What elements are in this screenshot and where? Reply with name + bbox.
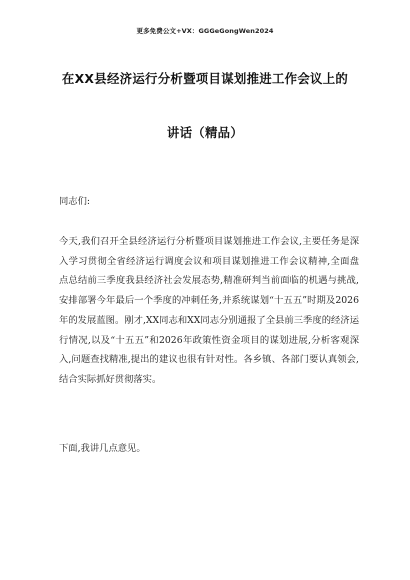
greeting: 同志们: xyxy=(59,196,91,207)
paragraph-2: 下面,我讲几点意见。 xyxy=(59,443,146,454)
header-note: 更多免费公文+VX：GGGeGongWen2024 xyxy=(136,27,274,35)
document-title-line-2: 讲话（精品） xyxy=(166,125,244,140)
paragraph-1: 今天,我们召开全县经济运行分析暨项目谋划推进工作会议,主要任务是深入学习贯彻全省经济运行调度会议和项目谋划推进工作会议精神,全面盘点总结前三季度我县经济社会发展态势,精准研判当前面临的机遇与挑战,安排部署今年最后一个季度的冲刺任务,并系统谋划“十五五”时期及2026年的发展蓝图。刚才,XX同志和XX同志分别通报了全县前三季度的经济运行情况,以及“十五五”和2026年政策性资金项目的谋划进展,分析客观深入,问题查找精准,提出的建议也很有针对性。各乡镇、各部门要认真领会,结合实际抓好贯彻落实。 xyxy=(59,236,359,385)
document-title-line-1: 在XX县经济运行分析暨项目谋划推进工作会议上的 xyxy=(61,71,349,86)
